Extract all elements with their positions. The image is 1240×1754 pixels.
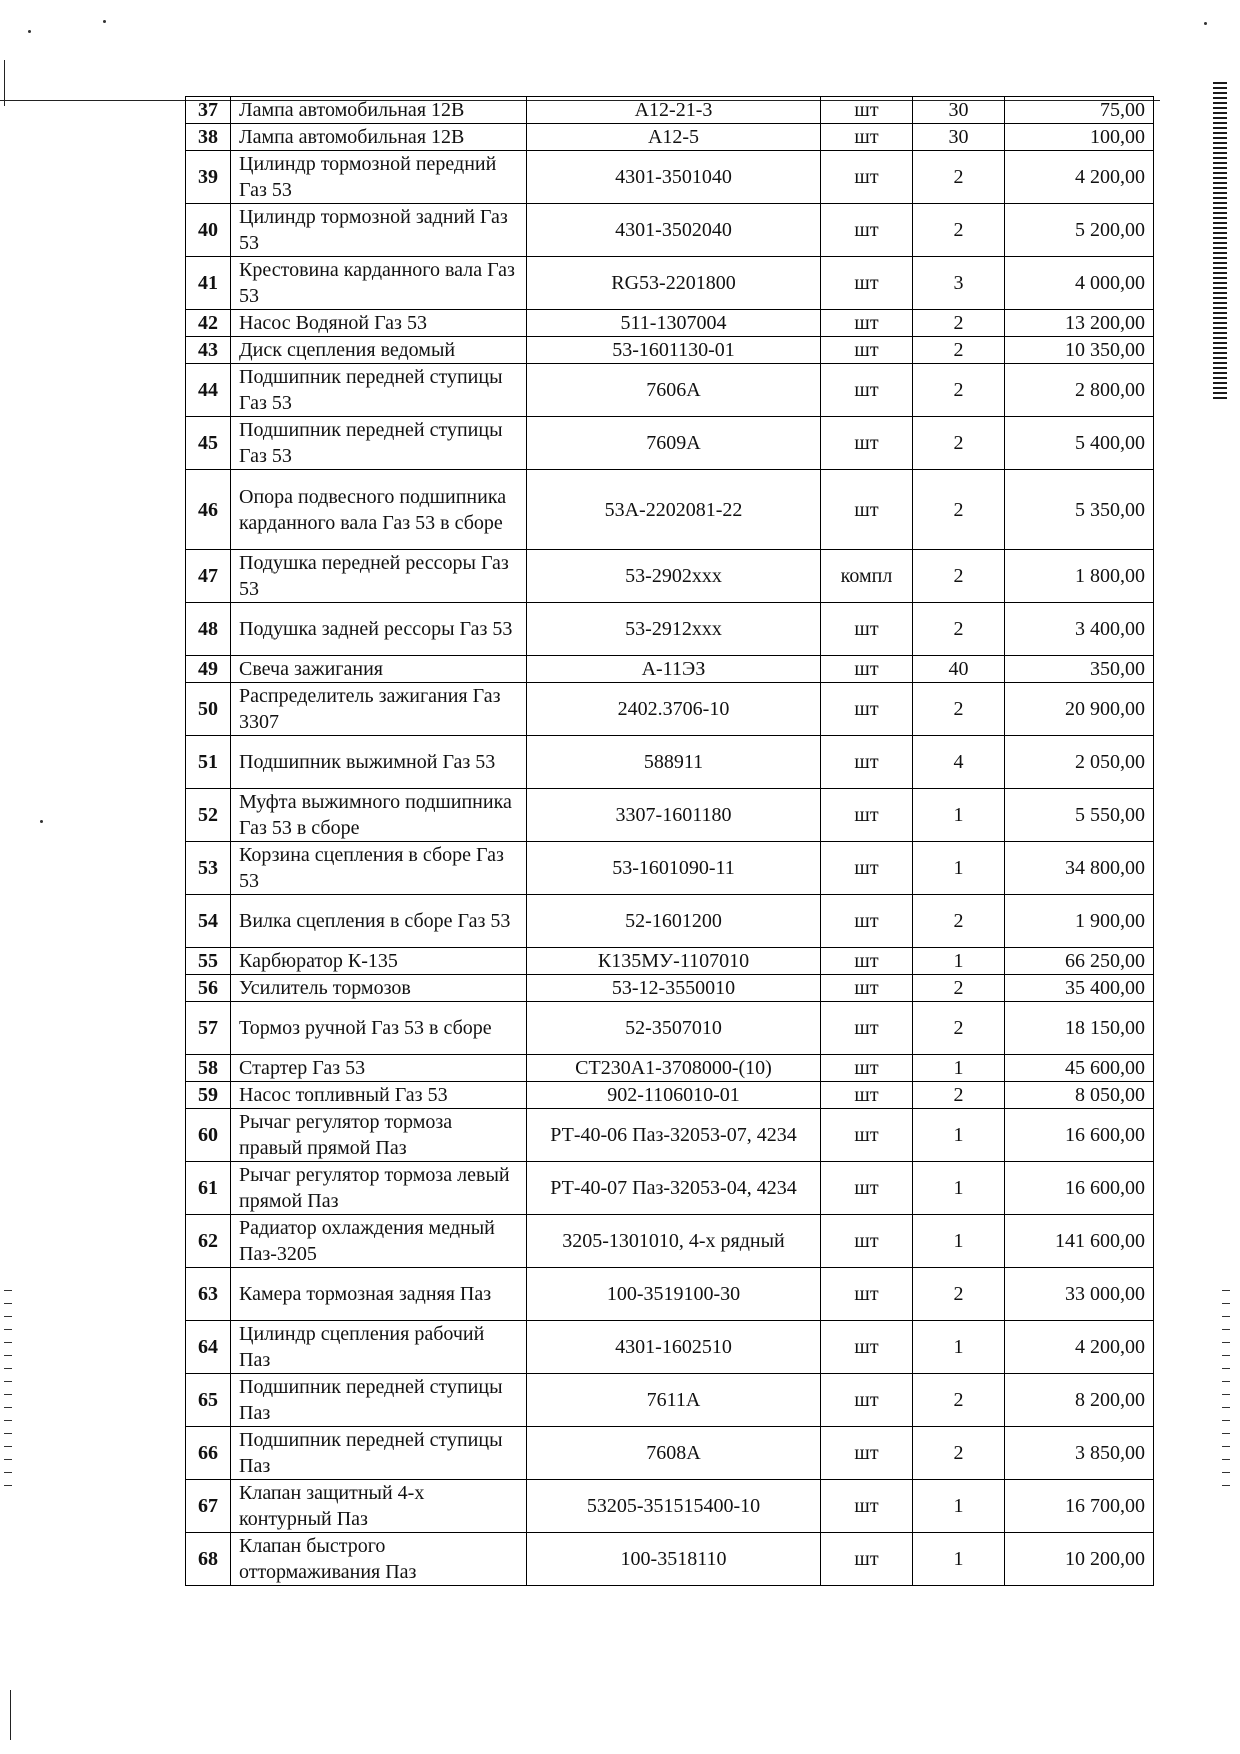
item-unit: шт xyxy=(821,364,913,417)
table-row xyxy=(186,1109,1154,1162)
item-article: 52-1601200 xyxy=(527,895,821,948)
item-price: 1 800,00 xyxy=(1005,550,1154,603)
item-name: Насос топливный Газ 53 xyxy=(231,1082,527,1109)
item-article: СТ230А1-3708000-(10) xyxy=(527,1055,821,1082)
item-quantity: 30 xyxy=(913,97,1005,124)
item-quantity: 2 xyxy=(913,550,1005,603)
item-article: 588911 xyxy=(527,736,821,789)
left-edge-marks xyxy=(4,1290,12,1498)
item-quantity: 2 xyxy=(913,1374,1005,1427)
item-quantity: 2 xyxy=(913,337,1005,364)
item-unit: шт xyxy=(821,151,913,204)
row-number: 42 xyxy=(186,310,231,337)
table-row xyxy=(186,1002,1154,1055)
item-unit: шт xyxy=(821,1162,913,1215)
item-unit: шт xyxy=(821,683,913,736)
item-price: 350,00 xyxy=(1005,656,1154,683)
item-article: 52-3507010 xyxy=(527,1002,821,1055)
item-unit: шт xyxy=(821,1427,913,1480)
item-unit: шт xyxy=(821,1374,913,1427)
item-name: Лампа автомобильная 12В xyxy=(231,97,527,124)
item-name: Подушка передней рессоры Газ 53 xyxy=(231,550,527,603)
item-price: 16 700,00 xyxy=(1005,1480,1154,1533)
item-name: Подшипник передней ступицы Газ 53 xyxy=(231,417,527,470)
table-row xyxy=(186,948,1154,975)
item-unit: шт xyxy=(821,1082,913,1109)
item-unit: шт xyxy=(821,337,913,364)
row-number: 61 xyxy=(186,1162,231,1215)
item-article: 4301-1602510 xyxy=(527,1321,821,1374)
row-number: 49 xyxy=(186,656,231,683)
row-number: 38 xyxy=(186,124,231,151)
item-article: 511-1307004 xyxy=(527,310,821,337)
item-price: 20 900,00 xyxy=(1005,683,1154,736)
item-price: 8 200,00 xyxy=(1005,1374,1154,1427)
table-row xyxy=(186,975,1154,1002)
item-price: 4 200,00 xyxy=(1005,151,1154,204)
item-price: 100,00 xyxy=(1005,124,1154,151)
item-unit: шт xyxy=(821,1268,913,1321)
row-number: 48 xyxy=(186,603,231,656)
item-article: 7611А xyxy=(527,1374,821,1427)
table-row xyxy=(186,789,1154,842)
row-number: 39 xyxy=(186,151,231,204)
item-quantity: 2 xyxy=(913,1002,1005,1055)
item-name: Диск сцепления ведомый xyxy=(231,337,527,364)
item-unit: шт xyxy=(821,257,913,310)
row-number: 55 xyxy=(186,948,231,975)
table-row xyxy=(186,470,1154,550)
item-article: 100-3519100-30 xyxy=(527,1268,821,1321)
item-price: 4 200,00 xyxy=(1005,1321,1154,1374)
table-row xyxy=(186,257,1154,310)
row-number: 56 xyxy=(186,975,231,1002)
table-row xyxy=(186,1162,1154,1215)
item-price: 5 550,00 xyxy=(1005,789,1154,842)
item-article: А12-5 xyxy=(527,124,821,151)
item-name: Свеча зажигания xyxy=(231,656,527,683)
row-number: 58 xyxy=(186,1055,231,1082)
table-row xyxy=(186,603,1154,656)
item-article: 4301-3502040 xyxy=(527,204,821,257)
item-price: 66 250,00 xyxy=(1005,948,1154,975)
item-quantity: 1 xyxy=(913,1162,1005,1215)
table-row xyxy=(186,550,1154,603)
table-row xyxy=(186,656,1154,683)
item-name: Муфта выжимного подшипника Газ 53 в сборе xyxy=(231,789,527,842)
row-number: 52 xyxy=(186,789,231,842)
table-row xyxy=(186,310,1154,337)
item-article: 53-2912ххх xyxy=(527,603,821,656)
item-quantity: 2 xyxy=(913,1082,1005,1109)
item-unit: шт xyxy=(821,975,913,1002)
item-unit: шт xyxy=(821,1109,913,1162)
table-row xyxy=(186,97,1154,124)
item-quantity: 2 xyxy=(913,1268,1005,1321)
row-number: 66 xyxy=(186,1427,231,1480)
item-name: Распределитель зажигания Газ 3307 xyxy=(231,683,527,736)
table-row xyxy=(186,1427,1154,1480)
item-price: 4 000,00 xyxy=(1005,257,1154,310)
row-number: 64 xyxy=(186,1321,231,1374)
row-number: 45 xyxy=(186,417,231,470)
row-number: 67 xyxy=(186,1480,231,1533)
item-name: Камера тормозная задняя Паз xyxy=(231,1268,527,1321)
row-number: 68 xyxy=(186,1533,231,1586)
item-unit: шт xyxy=(821,1480,913,1533)
item-quantity: 40 xyxy=(913,656,1005,683)
item-quantity: 30 xyxy=(913,124,1005,151)
row-number: 47 xyxy=(186,550,231,603)
item-price: 10 350,00 xyxy=(1005,337,1154,364)
item-unit: шт xyxy=(821,656,913,683)
item-name: Подшипник передней ступицы Паз xyxy=(231,1427,527,1480)
row-number: 40 xyxy=(186,204,231,257)
item-price: 2 800,00 xyxy=(1005,364,1154,417)
scan-left-edge xyxy=(4,60,5,106)
scan-left-edge-bottom xyxy=(10,1690,11,1740)
item-name: Рычаг регулятор тормоза левый прямой Паз xyxy=(231,1162,527,1215)
item-price: 8 050,00 xyxy=(1005,1082,1154,1109)
item-name: Подшипник передней ступицы Газ 53 xyxy=(231,364,527,417)
item-price: 1 900,00 xyxy=(1005,895,1154,948)
item-name: Подушка задней рессоры Газ 53 xyxy=(231,603,527,656)
item-article: 902-1106010-01 xyxy=(527,1082,821,1109)
item-article: 7606А xyxy=(527,364,821,417)
table-row xyxy=(186,204,1154,257)
item-quantity: 2 xyxy=(913,310,1005,337)
item-article: А-11ЭЗ xyxy=(527,656,821,683)
table-row xyxy=(186,842,1154,895)
item-quantity: 1 xyxy=(913,789,1005,842)
item-price: 5 400,00 xyxy=(1005,417,1154,470)
item-quantity: 2 xyxy=(913,417,1005,470)
item-unit: шт xyxy=(821,1533,913,1586)
item-price: 2 050,00 xyxy=(1005,736,1154,789)
right-edge-marks xyxy=(1222,1290,1230,1498)
item-quantity: 2 xyxy=(913,204,1005,257)
table-row xyxy=(186,337,1154,364)
item-article: РТ-40-07 Паз-32053-04, 4234 xyxy=(527,1162,821,1215)
row-number: 59 xyxy=(186,1082,231,1109)
item-quantity: 1 xyxy=(913,1055,1005,1082)
item-unit: шт xyxy=(821,470,913,550)
table-row xyxy=(186,1055,1154,1082)
row-number: 54 xyxy=(186,895,231,948)
item-price: 33 000,00 xyxy=(1005,1268,1154,1321)
item-price: 45 600,00 xyxy=(1005,1055,1154,1082)
item-quantity: 1 xyxy=(913,842,1005,895)
table-row xyxy=(186,124,1154,151)
item-article: 100-3518110 xyxy=(527,1533,821,1586)
item-article: 2402.3706-10 xyxy=(527,683,821,736)
item-name: Тормоз ручной Газ 53 в сборе xyxy=(231,1002,527,1055)
parts-table-body xyxy=(186,97,1154,1586)
item-unit: компл xyxy=(821,550,913,603)
item-name: Лампа автомобильная 12В xyxy=(231,124,527,151)
item-article: 4301-3501040 xyxy=(527,151,821,204)
row-number: 37 xyxy=(186,97,231,124)
item-quantity: 1 xyxy=(913,1215,1005,1268)
item-quantity: 2 xyxy=(913,975,1005,1002)
item-name: Цилиндр тормозной передний Газ 53 xyxy=(231,151,527,204)
row-number: 46 xyxy=(186,470,231,550)
item-quantity: 2 xyxy=(913,683,1005,736)
item-unit: шт xyxy=(821,842,913,895)
item-article: 3205-1301010, 4-х рядный xyxy=(527,1215,821,1268)
item-article: 53-2902ххх xyxy=(527,550,821,603)
item-unit: шт xyxy=(821,1215,913,1268)
row-number: 63 xyxy=(186,1268,231,1321)
table-row xyxy=(186,1082,1154,1109)
item-price: 10 200,00 xyxy=(1005,1533,1154,1586)
item-name: Стартер Газ 53 xyxy=(231,1055,527,1082)
row-number: 57 xyxy=(186,1002,231,1055)
table-row xyxy=(186,1533,1154,1586)
item-unit: шт xyxy=(821,603,913,656)
item-price: 13 200,00 xyxy=(1005,310,1154,337)
item-name: Крестовина карданного вала Газ 53 xyxy=(231,257,527,310)
item-price: 3 400,00 xyxy=(1005,603,1154,656)
table-row xyxy=(186,1480,1154,1533)
item-name: Насос Водяной Газ 53 xyxy=(231,310,527,337)
parts-table xyxy=(185,96,1154,1586)
row-number: 65 xyxy=(186,1374,231,1427)
item-unit: шт xyxy=(821,417,913,470)
item-quantity: 2 xyxy=(913,895,1005,948)
row-number: 60 xyxy=(186,1109,231,1162)
item-unit: шт xyxy=(821,124,913,151)
item-name: Клапан быстрого оттормаживания Паз xyxy=(231,1533,527,1586)
table-row xyxy=(186,151,1154,204)
item-quantity: 2 xyxy=(913,1427,1005,1480)
item-name: Радиатор охлаждения медный Паз-3205 xyxy=(231,1215,527,1268)
item-unit: шт xyxy=(821,204,913,257)
item-article: К135МУ-1107010 xyxy=(527,948,821,975)
item-price: 141 600,00 xyxy=(1005,1215,1154,1268)
item-article: А12-21-3 xyxy=(527,97,821,124)
item-quantity: 2 xyxy=(913,151,1005,204)
item-quantity: 4 xyxy=(913,736,1005,789)
item-name: Вилка сцепления в сборе Газ 53 xyxy=(231,895,527,948)
table-row xyxy=(186,895,1154,948)
item-unit: шт xyxy=(821,895,913,948)
item-name: Карбюратор К-135 xyxy=(231,948,527,975)
item-price: 5 350,00 xyxy=(1005,470,1154,550)
item-article: 53-1601130-01 xyxy=(527,337,821,364)
table-row xyxy=(186,736,1154,789)
item-quantity: 1 xyxy=(913,1321,1005,1374)
scan-speck xyxy=(1204,22,1207,25)
item-article: 53-12-3550010 xyxy=(527,975,821,1002)
item-quantity: 1 xyxy=(913,948,1005,975)
item-name: Усилитель тормозов xyxy=(231,975,527,1002)
item-article: РТ-40-06 Паз-32053-07, 4234 xyxy=(527,1109,821,1162)
item-article: 3307-1601180 xyxy=(527,789,821,842)
item-unit: шт xyxy=(821,1002,913,1055)
side-barcode-mark xyxy=(1213,82,1227,402)
item-quantity: 2 xyxy=(913,470,1005,550)
item-price: 16 600,00 xyxy=(1005,1162,1154,1215)
item-quantity: 2 xyxy=(913,364,1005,417)
item-price: 5 200,00 xyxy=(1005,204,1154,257)
item-unit: шт xyxy=(821,948,913,975)
item-article: 7608А xyxy=(527,1427,821,1480)
item-quantity: 1 xyxy=(913,1109,1005,1162)
item-article: 53-1601090-11 xyxy=(527,842,821,895)
item-quantity: 2 xyxy=(913,603,1005,656)
item-name: Цилиндр сцепления рабочий Паз xyxy=(231,1321,527,1374)
item-price: 18 150,00 xyxy=(1005,1002,1154,1055)
item-article: 53205-351515400-10 xyxy=(527,1480,821,1533)
row-number: 43 xyxy=(186,337,231,364)
item-unit: шт xyxy=(821,310,913,337)
table-row xyxy=(186,1374,1154,1427)
item-price: 34 800,00 xyxy=(1005,842,1154,895)
table-row xyxy=(186,683,1154,736)
table-row xyxy=(186,1215,1154,1268)
item-name: Подшипник передней ступицы Паз xyxy=(231,1374,527,1427)
item-price: 16 600,00 xyxy=(1005,1109,1154,1162)
item-name: Цилиндр тормозной задний Газ 53 xyxy=(231,204,527,257)
table-row xyxy=(186,1268,1154,1321)
table-row xyxy=(186,417,1154,470)
item-name: Подшипник выжимной Газ 53 xyxy=(231,736,527,789)
item-unit: шт xyxy=(821,1055,913,1082)
item-article: 53А-2202081-22 xyxy=(527,470,821,550)
table-row xyxy=(186,1321,1154,1374)
item-unit: шт xyxy=(821,736,913,789)
item-price: 75,00 xyxy=(1005,97,1154,124)
item-unit: шт xyxy=(821,789,913,842)
row-number: 50 xyxy=(186,683,231,736)
item-name: Корзина сцепления в сборе Газ 53 xyxy=(231,842,527,895)
item-name: Опора подвесного подшипника карданного вала Газ 53 в сборе xyxy=(231,470,527,550)
item-unit: шт xyxy=(821,1321,913,1374)
item-article: 7609А xyxy=(527,417,821,470)
item-price: 35 400,00 xyxy=(1005,975,1154,1002)
row-number: 44 xyxy=(186,364,231,417)
item-quantity: 3 xyxy=(913,257,1005,310)
item-quantity: 1 xyxy=(913,1480,1005,1533)
scan-speck xyxy=(103,20,106,23)
item-article: RG53-2201800 xyxy=(527,257,821,310)
row-number: 41 xyxy=(186,257,231,310)
row-number: 51 xyxy=(186,736,231,789)
item-unit: шт xyxy=(821,97,913,124)
item-name: Рычаг регулятор тормоза правый прямой Паз xyxy=(231,1109,527,1162)
item-name: Клапан защитный 4-х контурный Паз xyxy=(231,1480,527,1533)
table-row xyxy=(186,364,1154,417)
row-number: 62 xyxy=(186,1215,231,1268)
scan-speck xyxy=(28,30,31,33)
scan-speck xyxy=(40,820,43,823)
row-number: 53 xyxy=(186,842,231,895)
item-quantity: 1 xyxy=(913,1533,1005,1586)
item-price: 3 850,00 xyxy=(1005,1427,1154,1480)
